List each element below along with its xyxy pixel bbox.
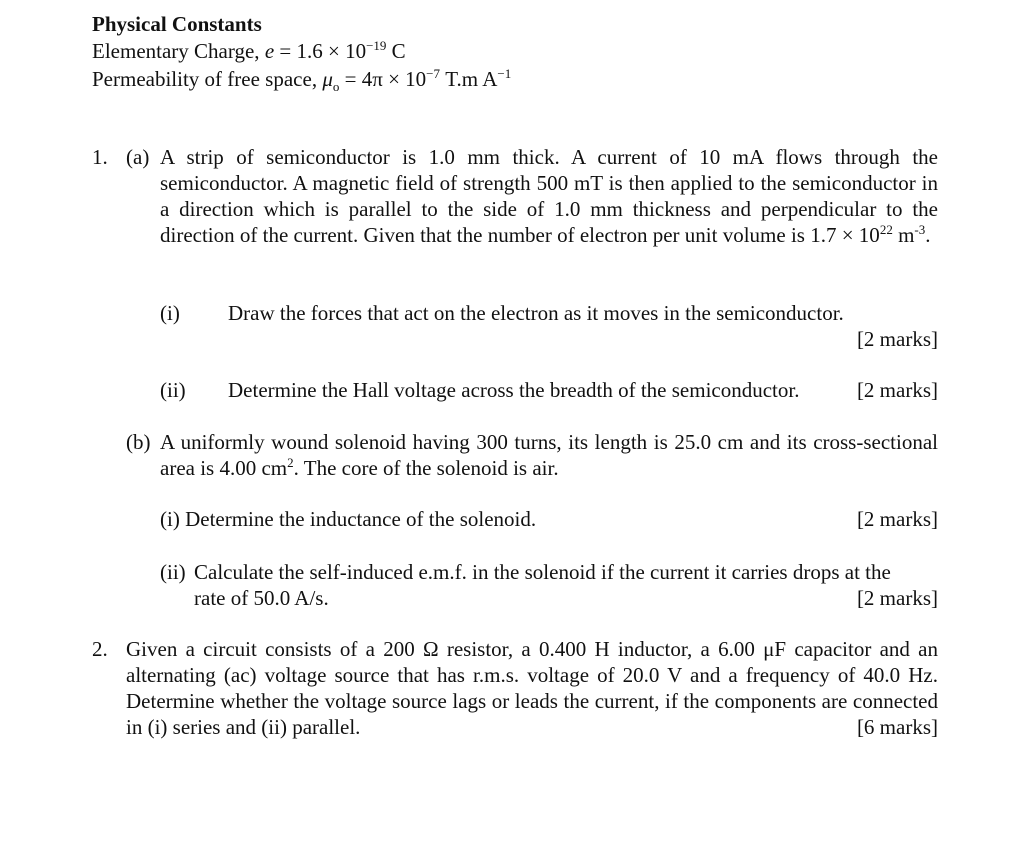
q1b-end: . The core of the solenoid is air. <box>293 456 559 480</box>
perm-symbol: μ <box>322 67 333 91</box>
q1a-unit-exponent: -3 <box>914 222 926 237</box>
charge-label: Elementary Charge, <box>92 39 260 63</box>
q2-text: Given a circuit consists of a 200 Ω resistor, a 0.400 H inductor, a 6.00 μF capacitor and an alternating (ac) voltage source that has r.m.s. voltage of 20.0 V and a frequency of 40.0 Hz. Determine whether the voltage source lags or leads the current, if the components are connected in (i) series and (ii) parallel. <box>126 637 938 739</box>
q1a-end: . <box>925 223 931 247</box>
q1ai-text: Draw the forces that act on the electron as it moves in the semiconductor. <box>228 301 844 325</box>
q1ai-marks: [2 marks] <box>856 327 938 351</box>
q1b-exponent: 2 <box>287 455 294 470</box>
q2-marks: [6 marks] <box>856 715 938 739</box>
perm-subscript: o <box>332 79 340 95</box>
q1aii-marks: [2 marks] <box>856 378 938 402</box>
q1bii-line1: Calculate the self-induced e.m.f. in the solenoid if the current it carries drops at the <box>194 560 891 584</box>
perm-unit: T.m A <box>440 67 498 91</box>
q1b-text <box>160 429 938 481</box>
q1b-label: (b) <box>126 430 151 454</box>
q1a-text <box>160 144 938 248</box>
perm-exponent: −7 <box>426 66 441 81</box>
q1ai-label: (i) <box>160 301 180 325</box>
q1a-exponent: 22 <box>879 222 893 237</box>
q1bi-row <box>160 506 938 532</box>
perm-unit-exponent: −1 <box>497 66 512 81</box>
q1bii-label: (ii) <box>160 560 186 584</box>
constants-heading: Physical Constants <box>92 12 262 36</box>
q1b-body: A uniformly wound solenoid having 300 turns, its length is 25.0 cm and its cross-sectional area is 4.00 cm <box>160 430 938 480</box>
q1bii-row2 <box>194 585 938 611</box>
q1aii-label: (ii) <box>160 378 186 402</box>
q1bi-label: (i) <box>160 507 180 531</box>
q1a-unit: m <box>892 223 915 247</box>
question-2-number: 2. <box>92 637 108 661</box>
q1bi-marks: [2 marks] <box>856 507 938 531</box>
question-1-number: 1. <box>92 145 108 169</box>
q1a-body: A strip of semiconductor is 1.0 mm thick. A current of 10 mA flows through the semiconductor. A magnetic field of strength 500 mT is then applied to the semiconductor in a direction which is parallel to the side of 1.0 mm thickness and perpendicular to the direction of the current. Given that the number of electron per unit volume is 1.7 × 10 <box>160 145 938 247</box>
q1aii-row <box>228 377 938 403</box>
charge-symbol: e <box>264 39 275 63</box>
q1bii-marks: [2 marks] <box>856 586 938 610</box>
q1a-label: (a) <box>126 145 150 169</box>
charge-value: = 1.6 × 10 <box>279 39 367 63</box>
permeability-line <box>92 66 512 95</box>
elementary-charge-line <box>92 38 406 64</box>
q1bii-line2: rate of 50.0 A/s. <box>194 586 329 610</box>
perm-label: Permeability of free space, <box>92 67 318 91</box>
q1bi-text: Determine the inductance of the solenoid. <box>185 507 537 531</box>
charge-unit: C <box>386 39 406 63</box>
charge-exponent: −19 <box>366 38 387 53</box>
q1aii-text: Determine the Hall voltage across the breadth of the semiconductor. <box>228 378 800 402</box>
perm-value: = 4π × 10 <box>339 67 427 91</box>
